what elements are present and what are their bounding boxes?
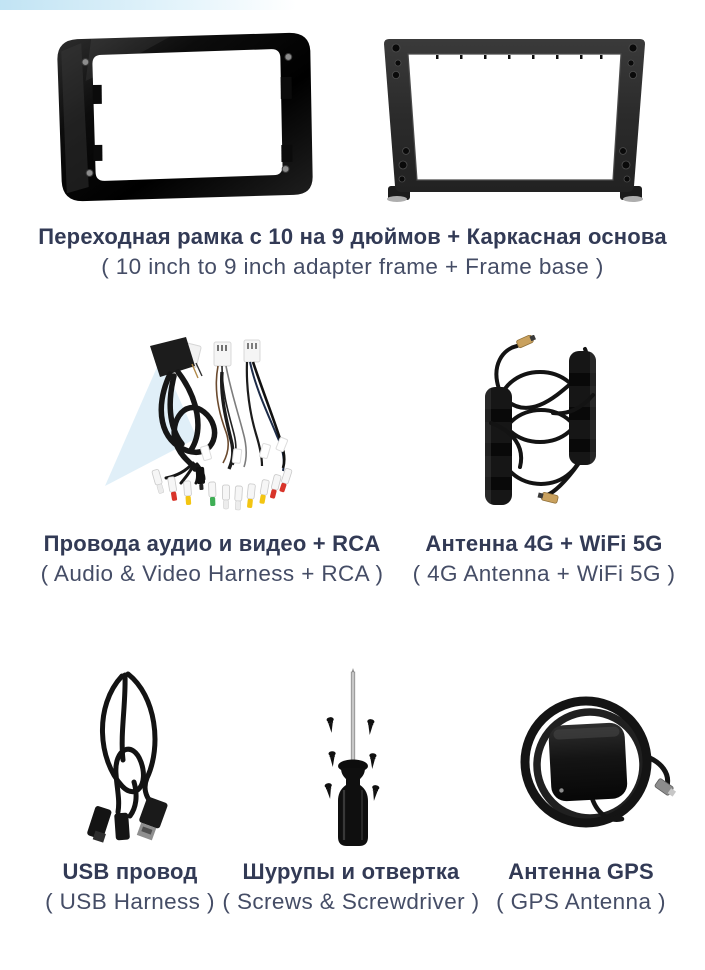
av-harness-caption-en: ( Audio & Video Harness + RCA ) bbox=[40, 561, 384, 586]
usb-caption bbox=[25, 857, 235, 917]
av-harness-caption-ru: Провода аудио и видео + RCA bbox=[43, 531, 381, 556]
gps-puck bbox=[548, 722, 628, 802]
screws-screwdriver-image bbox=[313, 668, 393, 852]
av-harness-caption bbox=[12, 529, 412, 589]
usb-caption-ru: USB провод bbox=[62, 859, 198, 884]
frame-base-image bbox=[372, 34, 657, 206]
frames-caption bbox=[0, 222, 705, 282]
screws-caption bbox=[215, 857, 487, 917]
usb-cable-image bbox=[78, 662, 188, 850]
av-harness-image bbox=[138, 330, 310, 518]
gps-antenna-image bbox=[500, 682, 685, 844]
antenna-4g-caption-en: ( 4G Antenna + WiFi 5G ) bbox=[412, 561, 676, 586]
gps-caption bbox=[475, 857, 687, 917]
screws-caption-ru: Шурупы и отвертка bbox=[242, 859, 460, 884]
screws-caption-en: ( Screws & Screwdriver ) bbox=[222, 889, 480, 914]
antenna-4g-caption bbox=[405, 529, 683, 589]
frames-caption-ru: Переходная рамка с 10 на 9 дюймов + Каркасная основа bbox=[38, 224, 667, 249]
antenna-4g-caption-ru: Антенна 4G + WiFi 5G bbox=[425, 531, 663, 556]
usb-caption-en: ( USB Harness ) bbox=[45, 889, 215, 914]
usb-a-connector bbox=[134, 796, 168, 841]
usb-pigtail-connectors bbox=[86, 805, 130, 842]
antenna-4g-image bbox=[483, 335, 598, 510]
gps-caption-ru: Антенна GPS bbox=[508, 859, 654, 884]
adapter-frame-image bbox=[52, 28, 322, 206]
gps-caption-en: ( GPS Antenna ) bbox=[496, 889, 666, 914]
sma-connector-top bbox=[516, 335, 537, 348]
frames-caption-en: ( 10 inch to 9 inch adapter frame + Frame base ) bbox=[101, 254, 604, 279]
watermark-streak bbox=[0, 0, 296, 10]
sma-connector-bottom bbox=[537, 491, 558, 504]
